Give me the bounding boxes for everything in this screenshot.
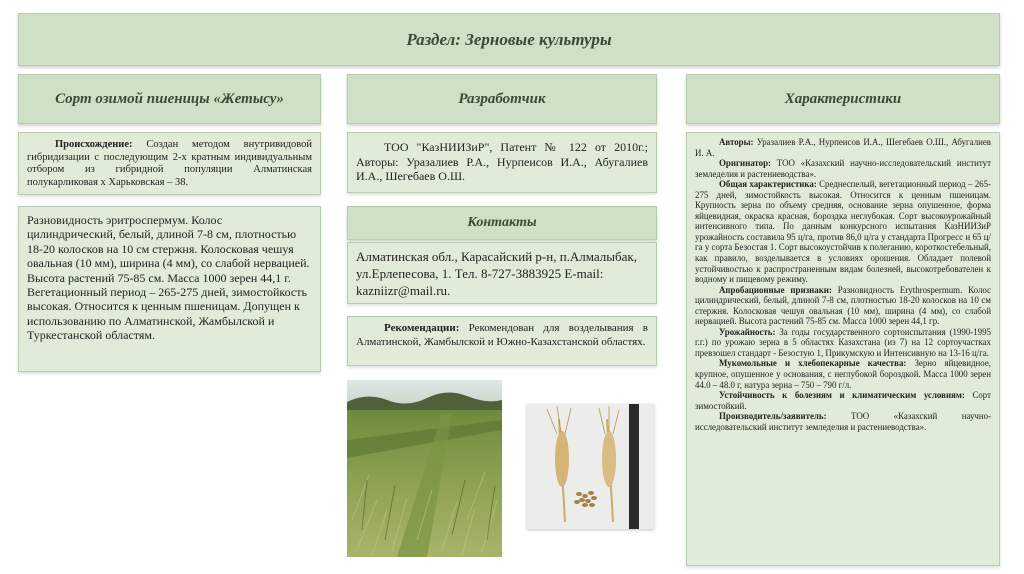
- page-title-text: Раздел: Зерновые культуры: [406, 29, 612, 49]
- characteristics-header-text: Характеристики: [784, 90, 902, 107]
- char-label: Авторы:: [719, 137, 754, 147]
- wheat-field-photo: [347, 380, 502, 557]
- char-label: Апробационные признаки:: [719, 284, 832, 295]
- recommendations-label: Рекомендации:: [384, 322, 460, 334]
- char-label: Урожайность:: [719, 326, 776, 337]
- wheat-ears-photo: [527, 404, 654, 529]
- contacts-header-text: Контакты: [467, 215, 537, 230]
- recommendations-text: Рекомендован для возделывания в Алматинской, Жамбылской и Южно-Казахстанской областях.: [356, 322, 648, 348]
- char-text: ТОО «Казахский научно-исследовательский институт земледелия и растениеводства».: [695, 411, 991, 432]
- char-item: [695, 390, 991, 411]
- char-label: Общая характеристика:: [719, 179, 817, 190]
- origin-label: Происхождение:: [55, 139, 133, 150]
- contacts-panel: [347, 242, 657, 304]
- char-text: Среднеспелый, вегетационный период – 265-275 дней, зимостойкость высокая. Относится к ценным пшеницам. Крупность зерна по объему средняя, основание зерна опушенное, форма яйцевидная, окраска красная, бороздка неглубокая. Сорт высокоурожайный интенсивного типа. По данным конкурсного испытания КазНИИЗиР урожайность составила 95 ц/га, против 86,0 ц/га у стандарта Прогресс и 65 ц/га у сорта Безостая 1. Сорт высокоустойчив к полеганию, короткостебельный, как правило, возделывается в условиях орошения. Обладает полевой устойчивостью к распространенным видам болезней, высокотребователен к водному и пищевому режиму.: [695, 179, 991, 285]
- characteristics-header: [686, 74, 1000, 124]
- description-text: Разновидность эритроспермум. Колос цилиндрический, белый, длиной 7-8 см, плотностью 18-20 колосков на 10 см стержня. Колосковая чешуя овальная (10 мм), ширина (4 мм), со слабой нервацией. Высота растений 75-85 см. Масса 1000 зерен 44,1 г. Вегетационный период – 265-275 дней, зимостойкость высокая. Относится к ценным пшеницам. Допущен к использованию по Алматинской, Жамбылской и Туркестанской областям.: [27, 213, 310, 343]
- developer-header-text: Разработчик: [458, 90, 546, 107]
- char-item: [695, 411, 991, 432]
- origin-panel: [18, 132, 321, 195]
- characteristics-panel: [686, 132, 1000, 566]
- char-item: [695, 327, 991, 359]
- origin-text: Создан методом внутривидовой гибридизации с последующим 2-х кратным индивидуальным отбором из гибридной популяции Алматинская полукарликовая х Харьковская – 38.: [27, 139, 312, 188]
- contacts-header: [347, 206, 657, 240]
- developer-text: ТОО "КазНИИЗиР", Патент № 122 от 2010г.; Авторы: Уразалиев Р.А., Нурпеисов И.А., Абугалиев И.А., Шегебаев О.Ш.: [356, 140, 648, 184]
- variety-header: [18, 74, 321, 124]
- recommendations-panel: [347, 316, 657, 366]
- char-text: Сорт зимостойкий.: [695, 390, 991, 411]
- char-item: [695, 158, 991, 179]
- char-text: ТОО «Казахский научно-исследовательский институт земледелия и растениеводства».: [695, 158, 991, 179]
- char-label: Производитель/заявитель:: [719, 411, 827, 422]
- variety-header-text: Сорт озимой пшеницы «Жетысу»: [55, 90, 284, 107]
- char-text: Зерно яйцевидное, крупное, опушенное у основания, с неглубокой бороздкой. Масса 1000 зерен 44.0 – 48.0 г, натура зерна – 750 – 790 г/л.: [695, 358, 991, 390]
- description-panel: [18, 206, 321, 372]
- char-item: [695, 285, 991, 327]
- char-label: Оригинатор:: [719, 158, 771, 169]
- char-text: Разновидность Erythrospermum. Колос цилиндрический, белый, длиной 7-8 см, плотностью 18-20 колосков на 10 см стержня. Колосковая чешуя овальная (10 мм), ширина (4 мм), со слабой нервацией. Высота растений 75-85 см. Масса 1000 зерен 44,1 гр.: [695, 284, 991, 327]
- char-label: Устойчивость к болезням и климатическим условиям:: [719, 390, 965, 401]
- char-text: За годы государственного сортоиспытания (1990-1995 г.г.) по урожаю зерна в 5 областях Казахстана (из 7) на 12 сортоучастках превзошел стандарт - Безостую 1, Прикумскую и Интенсивную на 13-16 ц/га.: [695, 326, 991, 358]
- char-label: Мукомольные и хлебопекарные качества:: [719, 358, 907, 369]
- page-title: [18, 13, 1000, 66]
- char-item: [695, 358, 991, 390]
- char-item: [695, 179, 991, 284]
- contacts-text: Алматинская обл., Карасайский р-н, п.Алмалыбак, ул.Ерлепесова, 1. Тел. 8-727-3883925 E-mail: kazniizr@mail.ru.: [356, 249, 637, 298]
- developer-panel: [347, 132, 657, 193]
- char-text: Уразалиев Р.А., Нурпеисов И.А., Шегебаев О.Ш., Абугалиев И. А.: [695, 137, 991, 158]
- char-item: [695, 137, 991, 158]
- developer-header: [347, 74, 657, 124]
